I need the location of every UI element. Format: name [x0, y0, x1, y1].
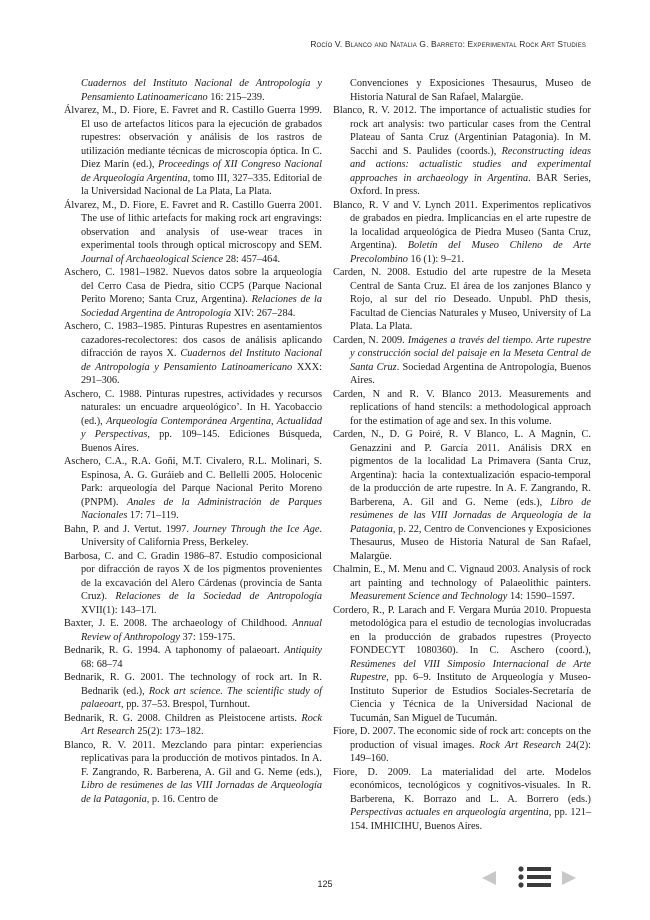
reference-text: Baxter, J. E. 2008. The archaeology of Childhood.	[64, 618, 293, 629]
reference-text: XXX: 291–306.	[81, 361, 322, 386]
reference-title: Cuadernos del Instituto Nacional de Antropología y Pensamiento Latinoamericano	[81, 78, 322, 103]
reference-entry	[64, 523, 322, 550]
reference-title: Antiquity	[284, 645, 322, 656]
next-arrow-icon[interactable]	[560, 870, 578, 886]
reference-text: , pp. 6–9. Instituto de Arqueología y Museo- Instituto Superior de Estudios Sociales-Secretaría de Ciencia y Técnica de la Universidad Nacional de Tucumán, San Miguel de Tucumán.	[350, 672, 591, 724]
reference-text: . BAR Series, Oxford. In press.	[350, 172, 591, 197]
reference-text: , pp. 37–53. Brespol, Turnhout.	[121, 699, 251, 710]
reference-text: Aschero, C. 1981–1982. Nuevos datos sobre la arqueología del Cerro Casa de Piedra, sitio CCP5 (Parque Nacional Perito Moreno; Santa Cruz, Argentina).	[64, 267, 322, 305]
reference-entry	[64, 388, 322, 456]
page-number: 125	[317, 879, 333, 889]
reference-text: Chalmin, E., M. Menu and C. Vignaud 2003. Analysis of rock art painting and technology of Palaeolithic painters.	[333, 564, 591, 589]
reference-text: 37: 159-175.	[179, 631, 236, 643]
references-left-column	[64, 77, 322, 806]
reference-text: Cordero, R., P. Larach and F. Vergara Murúa 2010. Propuesta metodológica para el estudio de tecnologías involucradas en la producción de grabados rupestres (Proyecto FONDECYT 1080360). In C. Aschero (coord.),	[333, 604, 591, 656]
reference-text: Carden, N and R. V. Blanco 2013. Measurements and replications of hand stencils: a methodological approach for the estimation of age and sex. In this volume.	[333, 388, 591, 427]
reference-entry	[64, 266, 322, 320]
reference-text: Bednarik, R. G. 1994. A taphonomy of palaeoart.	[64, 645, 285, 656]
reference-entry-continued	[333, 77, 591, 104]
reference-text: Blanco, R. V. 2012. The importance of actualistic studies for rock art analysis: two particular cases from the Central Plateau of Santa Cruz (Argentinian Patagonia). In M. Sacchi and S. Paulides (coords.),	[333, 105, 591, 157]
reference-text: Bahn, P. and J. Vertut. 1997.	[64, 523, 194, 535]
reference-text: Carden, N., D. G Poiré, R. V Blanco, L. A Magnin, C. Genazzini and P. García 2011. Análisis DRX en pigmentos de la localidad La Primavera (Santa Cruz, Argentina): hacia la contextualización espacio-temporal de la producción de arte rupestre. In A. F. Zangrando, R. Barberena, A. Gil and G. Neme (eds.),	[333, 429, 591, 508]
reference-entry	[64, 644, 322, 671]
reference-entry	[64, 712, 322, 739]
reference-entry	[333, 388, 591, 429]
reference-entry	[333, 334, 591, 388]
reference-text: , pp. 109–145. Ediciones Búsqueda, Buenos Aires.	[81, 429, 322, 454]
reference-text: Álvarez, M., D. Fiore, E. Favret and R. Castillo Guerra 2001. The use of lithic artefacts for making rock art engravings: observation and analysis of use-wear traces in experimental tools through optical microscopy and SEM.	[64, 199, 322, 251]
reference-text: Álvarez, M., D. Fiore, E. Favret and R. Castillo Guerra 1999. El uso de artefactos líticos para la ejecución de grabados rupestres: observación y análisis de los rastros de utilización mediante técnicas de microscopía óptica. In C. Diez Marín (ed.),	[64, 105, 322, 170]
reference-title: Rock Art Research	[479, 739, 561, 751]
reference-entry	[333, 104, 591, 199]
reference-text: 16: 215–239.	[207, 91, 265, 103]
reference-title: Measurement Science and Technology	[350, 591, 508, 602]
reference-title: Reconstructing ideas and actions: actualistic studies and experimental approaches in archaeology in Argentina	[350, 145, 591, 184]
reference-title: Anales de la Administración de Parques Nacionales	[81, 496, 322, 521]
reference-text: Convenciones y Exposiciones Thesaurus, Museo de Historia Natural de San Rafael, Malargüe.	[350, 78, 591, 103]
page-navigation	[480, 866, 590, 890]
reference-entry	[333, 766, 591, 834]
reference-text: 17: 71–119.	[127, 510, 179, 521]
reference-entry-continued	[64, 77, 322, 104]
reference-title: Cuadernos del Instituto Nacional de Antropología y Pensamiento Latinoamericano	[81, 348, 322, 373]
reference-entry	[333, 266, 591, 334]
reference-title: Journal of Archaeological Science	[81, 253, 224, 265]
reference-text: Aschero, C. 1988. Pinturas rupestres, actividades y recursos naturales: un encuadre arqueológico’. In H. Yacobaccio (ed.),	[64, 388, 322, 427]
reference-entry	[64, 455, 322, 523]
reference-text: Bednarik, R. G. 2001. The technology of rock art. In R. Bednarik (ed.),	[64, 672, 322, 697]
reference-title: Libro de resúmenes de las VIII Jornadas de Arqueología de la Patagonia	[350, 496, 591, 535]
reference-entry	[64, 320, 322, 388]
reference-entry	[64, 617, 322, 644]
reference-entry	[64, 550, 322, 618]
reference-title: Imágenes a través del tiempo. Arte rupestre y construcción social del paisaje en la Meseta Central de Santa Cruz	[350, 334, 592, 373]
reference-text: Carden, N. 2009.	[333, 334, 408, 346]
reference-text: XVII(1): 143–17l.	[81, 604, 157, 616]
reference-text: . Sociedad Argentina de Antropología, Buenos Aires.	[350, 361, 591, 386]
reference-title: Resúmenes del VIII Simposio Internacional de Arte Rupestre	[350, 658, 591, 683]
reference-text: 28: 457–464.	[223, 253, 281, 265]
reference-text: 68: 68–74	[81, 658, 123, 670]
reference-entry	[64, 739, 322, 807]
reference-title: Relaciones de la Sociedad de Antropología	[115, 591, 323, 602]
reference-title: Rock Art Research	[81, 712, 322, 737]
reference-text: 25(2): 173–182.	[134, 726, 204, 737]
reference-text: 16 (1): 9–21.	[407, 253, 465, 265]
reference-title: Arqueología Contemporánea Argentina, Actualidad y Perspectivas	[81, 415, 322, 440]
reference-text: . University of California Press, Berkeley.	[81, 523, 322, 548]
reference-text: Fiore, D. 2009. La materialidad del arte. Modelos económicos, tecnológicos y cognitivos-visuales. In R. Barberena, K. Borrazo and L. A. Borrero (eds.)	[333, 766, 591, 805]
running-header: Rocío V. Blanco and Natalia G. Barreto: Experimental Rock Art Studies	[310, 39, 586, 49]
prev-arrow-icon[interactable]	[480, 870, 498, 886]
reference-entry	[64, 104, 322, 199]
reference-text: , pp. 121–154. IMHICIHU, Buenos Aires.	[350, 807, 592, 832]
references-right-column	[333, 77, 591, 833]
reference-entry	[333, 604, 591, 726]
reference-text: Carden, N. 2008. Estudio del arte rupestre de la Meseta Central de Santa Cruz. El área de los zanjones Blanco y Rojo, al sur del río Deseado. Unpubl. PhD thesis, Facultad de Ciencias Naturales y Museo, University of La Plata. La Plata.	[333, 267, 591, 332]
reference-text: , p. 16. Centro de	[146, 793, 218, 805]
reference-entry	[64, 671, 322, 712]
reference-entry	[64, 199, 322, 267]
reference-text: , p. 22, Centro de Convenciones y Exposiciones Thesaurus, Museo de Historia Natural de San Rafael, Malargüe.	[350, 523, 591, 562]
reference-title: Annual Review of Anthropology	[81, 618, 322, 643]
reference-text: 14: 1590–1597.	[507, 591, 575, 602]
reference-text: Fiore, D. 2007. The economic side of rock art: concepts on the production of visual images.	[333, 726, 591, 751]
reference-text: Bednarik, R. G. 2008. Children as Pleistocene artists.	[64, 712, 302, 724]
reference-text: XIV: 267–284.	[231, 307, 296, 319]
reference-text: Aschero, C.A., R.A. Goñi, M.T. Civalero, R.L. Molinari, S. Espinosa, A. G. Guráieb and C. Bellelli 2005. Holocenic Park: arqueología del Parque Nacional Perito Moreno (PNPM).	[64, 456, 322, 508]
reference-title: Relaciones de la Sociedad Argentina de Antropología	[81, 294, 322, 319]
reference-title: Rock art science. The scientific study of palaeoart	[81, 685, 322, 710]
reference-text: , tomo III, 327–335. Editorial de la Universidad Nacional de La Plata, La Plata.	[81, 172, 322, 197]
reference-title: Perspectivas actuales en arqueología argentina	[350, 807, 549, 818]
reference-title: Boletín del Museo Chileno de Arte Precolombino	[350, 240, 591, 265]
reference-text: 24(2): 149–160.	[350, 739, 591, 764]
reference-entry	[333, 725, 591, 766]
reference-text: Blanco, R. V and V. Lynch 2011. Experimentos replicativos de grabados en piedra. Implicancias en el arte rupestre de la localidad arqueológica de Piedra Museo (Santa Cruz, Argentina).	[333, 199, 591, 251]
reference-entry	[333, 199, 591, 267]
reference-entry	[333, 563, 591, 604]
reference-entry	[333, 428, 591, 563]
list-menu-icon[interactable]	[518, 866, 552, 888]
reference-title: Libro de resúmenes de las VIII Jornadas de Arqueología de la Patagonia	[81, 780, 322, 805]
reference-title: Proceedings of XII Congreso Nacional de Arqueología Argentina	[81, 159, 322, 184]
reference-text: Barbosa, C. and C. Gradin 1986–87. Estudio composicional por difracción de rayos X de los pigmentos provenientes de la excavación del Alero Cárdenas (provincia de Santa Cruz).	[64, 550, 322, 602]
reference-text: Aschero, C. 1983–1985. Pinturas Rupestres en asentamientos cazadores-recolectores: dos casos de análisis aplicando difracción de rayos X.	[64, 321, 322, 359]
reference-text: Blanco, R. V. 2011. Mezclando para pintar: experiencias replicativas para la producción de motivos pintados. In A. F. Zangrando, R. Barberena, A. Gil and G. Neme (eds.),	[64, 739, 322, 778]
reference-title: Journey Through the Ice Age	[193, 523, 320, 535]
